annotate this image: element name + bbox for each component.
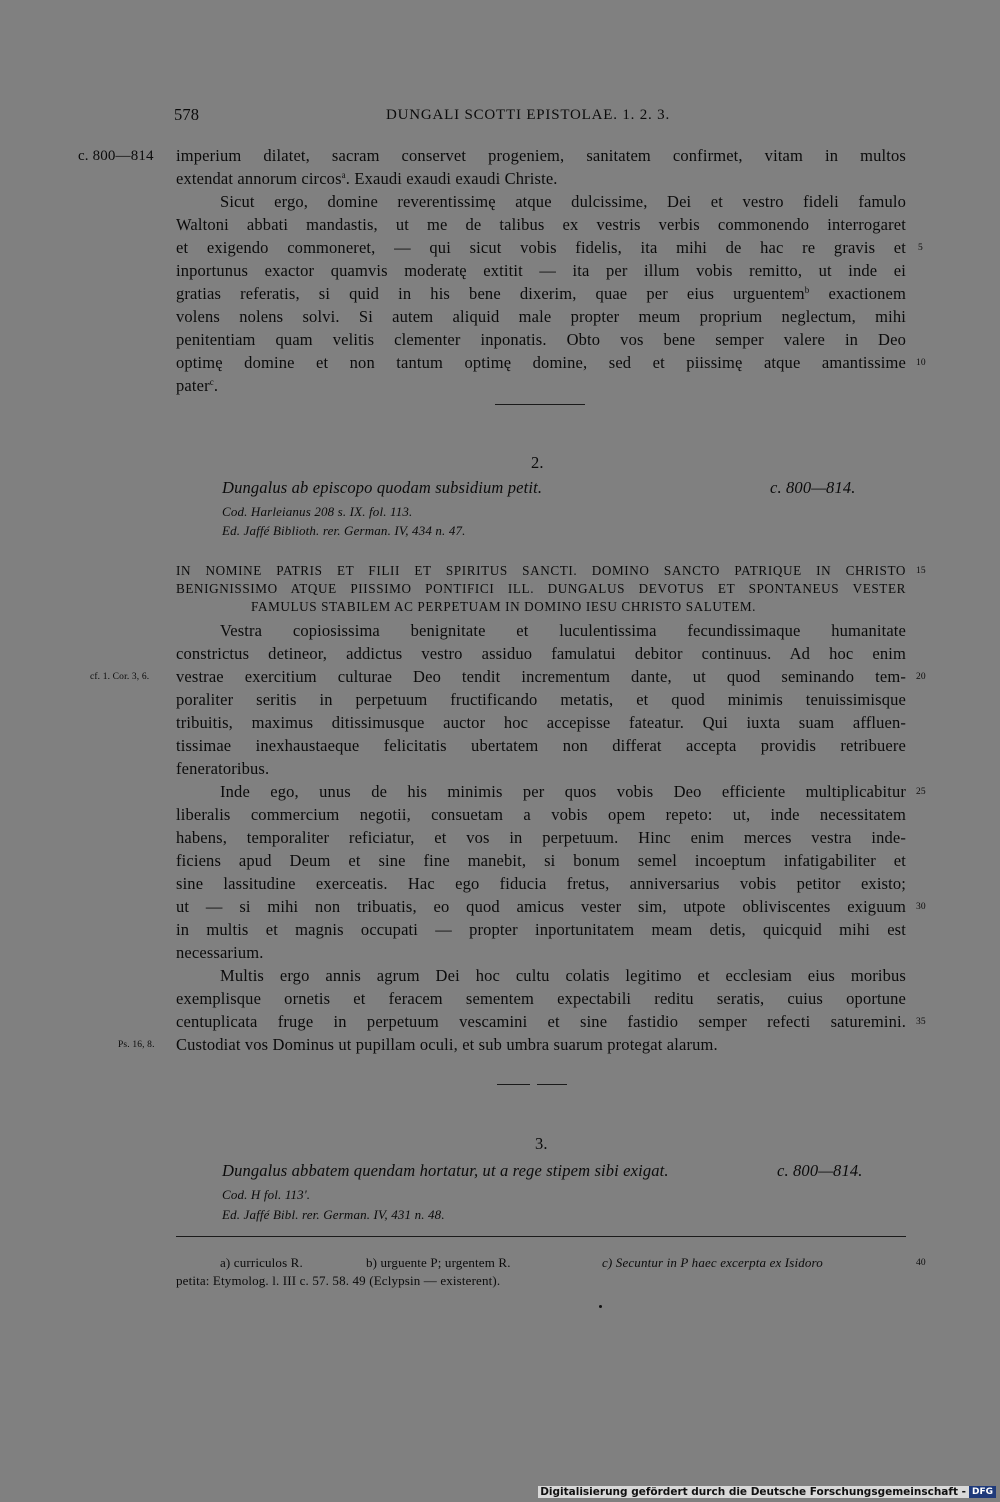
text-line: liberalis commercium negotii, consuetam a vobis opem repeto: ut, inde necessitatem [176, 805, 906, 824]
margin-reference: Ps. 16, 8. [118, 1040, 155, 1050]
text-line: ut — si mihi non tribuatis, eo quod amicus vester sim, utpote obliviscentes exiguum [176, 897, 906, 916]
footnote-rule [176, 1236, 906, 1237]
text-line: imperium dilatet, sacram conservet progeniem, sanitatem confirmet, vitam in multos [176, 146, 906, 165]
text-line: Inde ego, unus de his minimis per quos vobis Deo efficiente multiplicabitur [220, 782, 906, 801]
text-line: sine lassitudine exerceatis. Hac ego fiducia fretus, anniversarius vobis petitor existo; [176, 874, 906, 893]
speck [599, 1305, 602, 1308]
text-line: Custodiat vos Dominus ut pupillam oculi, et sub umbra suarum protegat alarum. [176, 1035, 718, 1054]
letter-date: c. 800—814. [770, 478, 856, 497]
text-line: tribuitis, maximus ditissimusque auctor hoc accepisse fateatur. Qui iuxta suam affluen- [176, 713, 906, 732]
letter-number: 3. [535, 1134, 548, 1153]
text-line: gratias referatis, si quid in his bene dixerim, quae per eius urguentem$^b$ exactionem [176, 284, 906, 303]
text-line: ficiens apud Deum et sine fine manebit, si bonum semel incoeptum infatigabiliter et [176, 851, 906, 870]
letter-date: c. 800—814. [777, 1161, 863, 1180]
text-line: poraliter seritis in perpetuum fructificando metatis, et quod minimis tenuissimisque [176, 690, 906, 709]
text-line: volens nolens solvi. Si autem aliquid male propter meum proprium neglectum, mihi [176, 307, 906, 326]
codex-reference: Cod. Harleianus 208 s. IX. fol. 113. [222, 504, 413, 519]
salutation-line: FAMULUS STABILEM AC PERPETUAM IN DOMINO IESU CHRISTO SALUTEM. [251, 599, 757, 614]
line-number: 25 [916, 787, 926, 797]
text-line: constrictus detineor, addictus vestro assiduo famulatui debitor continuus. Ad hoc enim [176, 644, 906, 663]
letter-title: Dungalus abbatem quendam hortatur, ut a rege stipem sibi exigat. [222, 1161, 669, 1180]
text-line: vestrae exercitium culturae Deo tendit incrementum dante, ut quod seminando tem- [176, 667, 906, 686]
footnote-b: b) urguente P; urgentem R. [366, 1255, 511, 1270]
text-line: habens, temporaliter reficiatur, et vos in perpetuum. Hinc enim merces vestra inde- [176, 828, 906, 847]
text-line: optimę domine et non tantum optimę domine, sed et piissimę atque amantissime [176, 353, 906, 372]
text-line: exemplisque ornetis et feracem sementem expectabili reditu seratis, cuius oportune [176, 989, 906, 1008]
letter-title: Dungalus ab episcopo quodam subsidium petit. [222, 478, 543, 497]
edition-reference: Ed. Jaffé Biblioth. rer. German. IV, 434 n. 47. [222, 523, 466, 538]
margin-reference: cf. 1. Cor. 3, 6. [90, 672, 150, 682]
codex-reference: Cod. H fol. 113'. [222, 1187, 311, 1202]
text-line: et exigendo commoneret, — qui sicut vobis fidelis, ita mihi de hac re gravis et [176, 238, 906, 257]
text-line: Sicut ergo, domine reverentissimę atque dulcissime, Dei et vestro fideli famulo [220, 192, 906, 211]
footnote-a: a) curriculos R. [220, 1255, 303, 1270]
running-title: DUNGALI SCOTTI EPISTOLAE. 1. 2. 3. [386, 107, 670, 123]
line-number: 30 [916, 902, 926, 912]
edition-reference: Ed. Jaffé Bibl. rer. German. IV, 431 n. 48. [222, 1207, 445, 1222]
line-number: 20 [916, 672, 926, 682]
footnote-c-continuation: petita: Etymolog. l. III c. 57. 58. 49 (Eclypsin — existerent). [176, 1273, 501, 1288]
digitization-footer [538, 1486, 996, 1498]
line-number: 5 [918, 243, 923, 253]
text-line: Multis ergo annis agrum Dei hoc cultu colatis legitimo et ecclesiam eius moribus [220, 966, 906, 985]
section-divider-left [497, 1084, 530, 1085]
line-number: 15 [916, 566, 926, 576]
footer-text: Digitalisierung gefördert durch die Deutsche Forschungsgemeinschaft - [540, 1486, 966, 1498]
text-line: centuplicata fruge in perpetuum vescamini et sine fastidio semper refecti saturemini. [176, 1012, 906, 1031]
text-line: necessarium. [176, 943, 264, 962]
text-line: penitentiam quam velitis clementer inponatis. Obto vos bene semper valere in Deo [176, 330, 906, 349]
section-divider-right [537, 1084, 567, 1085]
text-line: in multis et magnis occupati — propter inportunitatem meam detis, quicquid mihi est [176, 920, 906, 939]
footnote-c: c) Secuntur in P haec excerpta ex Isidoro [602, 1255, 823, 1270]
line-number: 35 [916, 1017, 926, 1027]
page-number: 578 [174, 105, 200, 124]
line-number: 10 [916, 358, 926, 368]
date-margin: c. 800—814 [78, 148, 154, 164]
salutation-line: IN NOMINE PATRIS ET FILII ET SPIRITUS SANCTI. DOMINO SANCTO PATRIQUE IN CHRISTO [176, 563, 906, 578]
line-number: 40 [916, 1258, 926, 1268]
text-line: feneratoribus. [176, 759, 270, 778]
section-divider [495, 404, 585, 405]
text-line: inportunus exactor quamvis moderatę extitit — ita per illum vobis remitto, ut inde ei [176, 261, 906, 280]
letter-number: 2. [531, 453, 544, 472]
running-header [0, 104, 1000, 126]
text-line: Vestra copiosissima benignitate et luculentissima fecundissimaque humanitate [220, 621, 906, 640]
text-line: extendat annorum circos$^a$. Exaudi exaudi exaudi Christe. [176, 169, 558, 188]
text-line: pater$^c$. [176, 376, 219, 395]
dfg-logo: DFG [969, 1486, 996, 1498]
text-line: Waltoni abbati mandastis, ut me de talibus ex vestris verbis commonendo interrogaret [176, 215, 906, 234]
text-line: tissimae inexhaustaeque felicitatis ubertatem non differat accepta providis retribuere [176, 736, 906, 755]
salutation-line: BENIGNISSIMO ATQUE PIISSIMO PONTIFICI ILL. DUNGALUS DEVOTUS ET SPONTANEUS VESTER [176, 581, 906, 596]
